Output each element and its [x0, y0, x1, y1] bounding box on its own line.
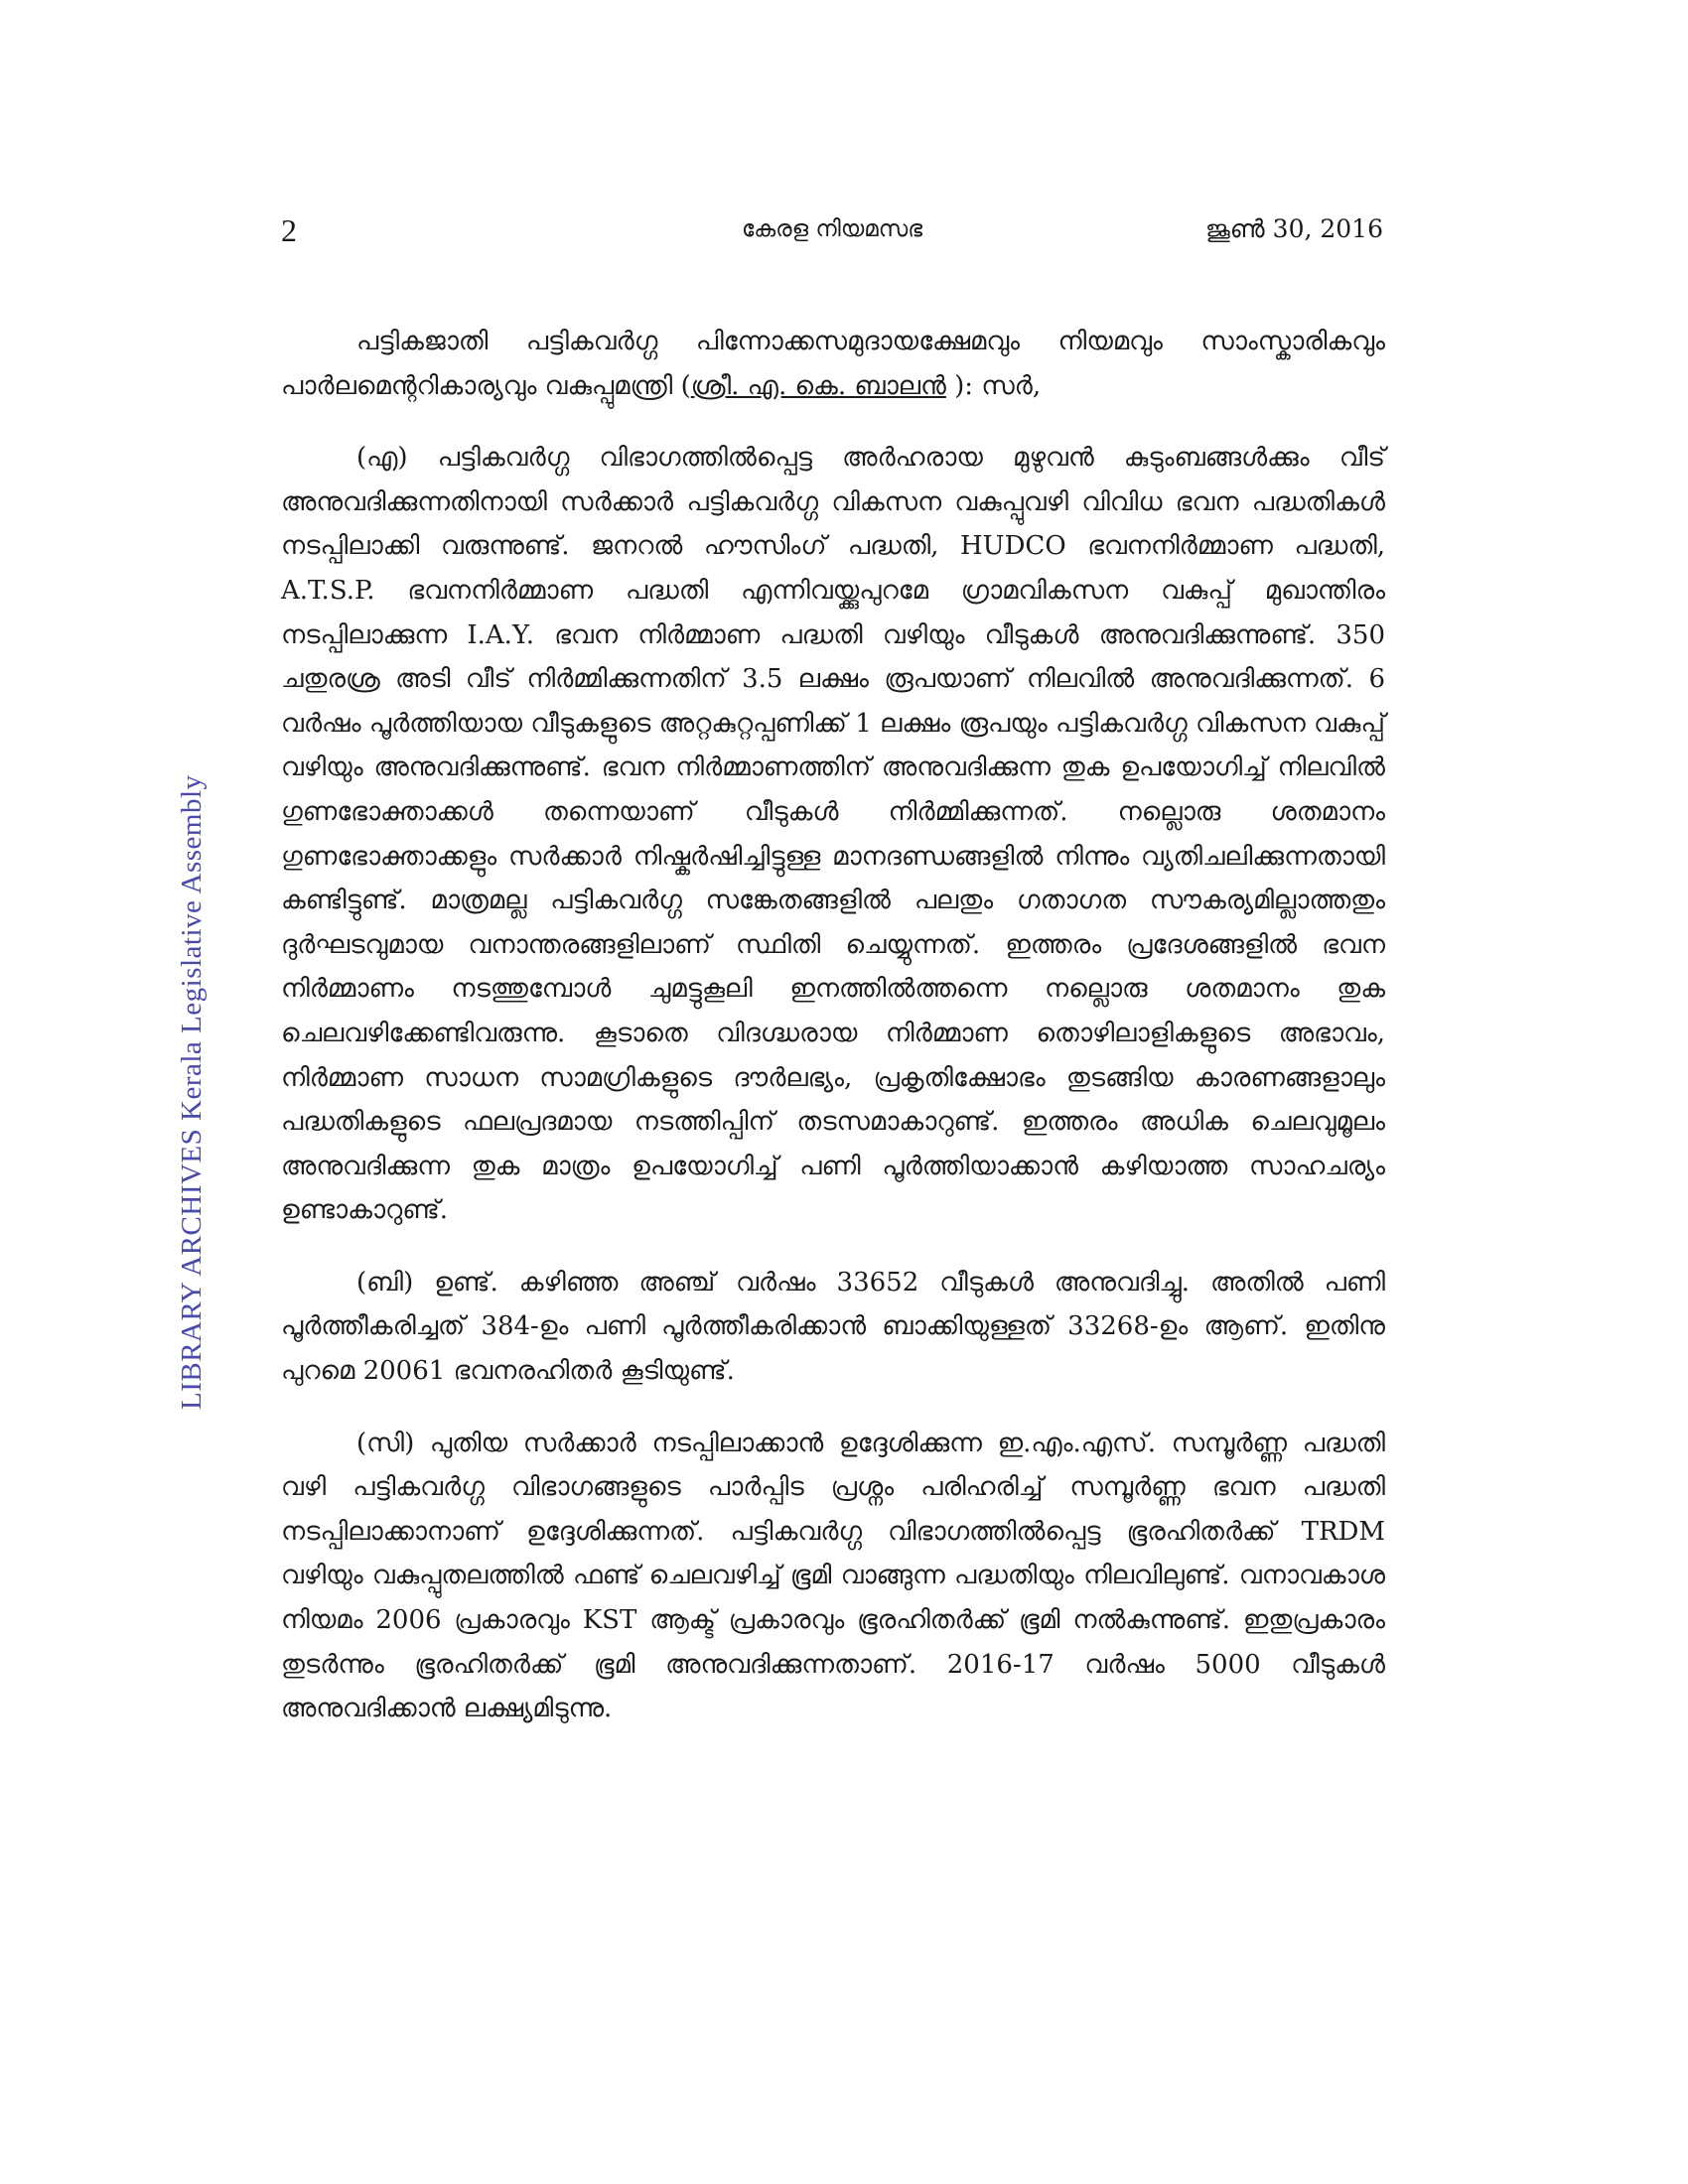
speaker-name: ശ്രീ. എ. കെ. ബാലൻ — [690, 370, 946, 401]
page-date: ജൂൺ 30, 2016 — [1204, 214, 1383, 243]
intro-paragraph — [281, 320, 1385, 408]
answer-paragraph-a: (എ) പട്ടികവർഗ്ഗ വിഭാഗത്തിൽപ്പെട്ട അർഹരായ മുഴുവൻ കുടുംബങ്ങൾക്കും വീട് അനുവദിക്കുന്നതിനായി സർക്കാർ പട്ടികവർഗ്ഗ വികസന വകുപ്പുവഴി വിവിധ ഭവന പദ്ധതികൾ നടപ്പിലാക്കി വരുന്നുണ്ട്. ജനറൽ ഹൗസിംഗ് പദ്ധതി, HUDCO ഭവനനിർമ്മാണ പദ്ധതി, A.T.S.P. ഭവനനിർമ്മാണ പദ്ധതി എന്നിവയ്ക്കുപുറമേ ഗ്രാമവികസന വകുപ്പ് മുഖാന്തിരം നടപ്പിലാക്കുന്ന I.A.Y. ഭവന നിർമ്മാണ പദ്ധതി വഴിയും വീടുകൾ അനുവദിക്കുന്നുണ്ട്. 350 ചതുരശ്ര അടി വീട് നിർമ്മിക്കുന്നതിന് 3.5 ലക്ഷം രൂപയാണ് നിലവിൽ അനുവദിക്കുന്നത്. 6 വർഷം പൂർത്തിയായ വീടുകളുടെ അറ്റകുറ്റപ്പണിക്ക് 1 ലക്ഷം രൂപയും പട്ടികവർഗ്ഗ വികസന വകുപ്പ് വഴിയും അനുവദിക്കുന്നുണ്ട്. ഭവന നിർമ്മാണത്തിന് അനുവദിക്കുന്ന തുക ഉപയോഗിച്ച് നിലവിൽ ഗുണഭോക്താക്കൾ തന്നെയാണ് വീടുകൾ നിർമ്മിക്കുന്നത്. നല്ലൊരു ശതമാനം ഗുണഭോക്താക്കളും സർക്കാർ നിഷ്കർഷിച്ചിട്ടുള്ള മാനദണ്ഡങ്ങളിൽ നിന്നും വ്യതിചലിക്കുന്നതായി കണ്ടിട്ടുണ്ട്. മാത്രമല്ല പട്ടികവർഗ്ഗ സങ്കേതങ്ങളിൽ പലതും ഗതാഗത സൗകര്യമില്ലാത്തതും ദുർഘടവുമായ വനാന്തരങ്ങളിലാണ് സ്ഥിതി ചെയ്യുന്നത്. ഇത്തരം പ്രദേശങ്ങളിൽ ഭവന നിർമ്മാണം നടത്തുമ്പോൾ ചുമട്ടുകൂലി ഇനത്തിൽത്തന്നെ നല്ലൊരു ശതമാനം തുക ചെലവഴിക്കേണ്ടിവരുന്നു. കൂടാതെ വിദഗ്ദ്ധരായ നിർമ്മാണ തൊഴിലാളികളുടെ അഭാവം, നിർമ്മാണ സാധന സാമഗ്രികളുടെ ദൗർലഭ്യം, പ്രകൃതിക്ഷോഭം തുടങ്ങിയ കാരണങ്ങളാലും പദ്ധതികളുടെ ഫലപ്രദമായ നടത്തിപ്പിന് തടസമാകാറുണ്ട്. ഇത്തരം അധിക ചെലവുമൂലം അനുവദിക്കുന്ന തുക മാത്രം ഉപയോഗിച്ച് പണി പൂർത്തിയാക്കാൻ കഴിയാത്ത സാഹചര്യം ഉണ്ടാകാറുണ്ട്. — [281, 443, 1385, 1226]
page-number: 2 — [281, 212, 297, 248]
minister-title: പട്ടികജാതി പട്ടികവർഗ്ഗ പിന്നോക്കസമുദായക്ഷേമവും നിയമവും സാംസ്കാരികവും പാർലമെന്ററികാര്യവും വകുപ്പുമന്ത്രി ( — [281, 327, 1385, 401]
page-header — [281, 212, 1383, 252]
answer-paragraph-b: (ബി) ഉണ്ട്. കഴിഞ്ഞ അഞ്ച് വർഷം 33652 വീടുകൾ അനുവദിച്ചു. അതിൽ പണി പൂർത്തീകരിച്ചത് 384-ഉം പണി പൂർത്തീകരിക്കാൻ ബാക്കിയുള്ളത് 33268-ഉം ആണ്. ഇതിനു പുറമെ 20061 ഭവനരഹിതർ കൂടിയുണ്ട്. — [281, 1267, 1385, 1387]
page-title: കേരള നിയമസഭ — [741, 216, 923, 242]
archive-watermark: LIBRARY ARCHIVES Kerala Legislative Assembly — [176, 774, 208, 1410]
answer-paragraph-c: (സി) പുതിയ സർക്കാർ നടപ്പിലാക്കാൻ ഉദ്ദേശിക്കുന്ന ഇ.എം.എസ്. സമ്പൂർണ്ണ പദ്ധതി വഴി പട്ടികവർഗ്ഗ വിഭാഗങ്ങളുടെ പാർപ്പിട പ്രശ്നം പരിഹരിച്ച് സമ്പൂർണ്ണ ഭവന പദ്ധതി നടപ്പിലാക്കാനാണ് ഉദ്ദേശിക്കുന്നത്. പട്ടികവർഗ്ഗ വിഭാഗത്തിൽപ്പെട്ട ഭൂരഹിതർക്ക് TRDM വഴിയും വകുപ്പുതലത്തിൽ ഫണ്ട് ചെലവഴിച്ച് ഭൂമി വാങ്ങുന്ന പദ്ധതിയും നിലവിലുണ്ട്. വനാവകാശ നിയമം 2006 പ്രകാരവും KST ആക്ട് പ്രകാരവും ഭൂരഹിതർക്ക് ഭൂമി നൽകുന്നുണ്ട്. ഇതുപ്രകാരം തുടർന്നും ഭൂരഹിതർക്ക് ഭൂമി അനുവദിക്കുന്നതാണ്. 2016-17 വർഷം 5000 വീടുകൾ അനുവദിക്കാൻ ലക്ഷ്യമിടുന്നു. — [281, 1428, 1385, 1724]
document-body — [281, 320, 1385, 1759]
intro-closing: ): സർ, — [945, 370, 1042, 401]
